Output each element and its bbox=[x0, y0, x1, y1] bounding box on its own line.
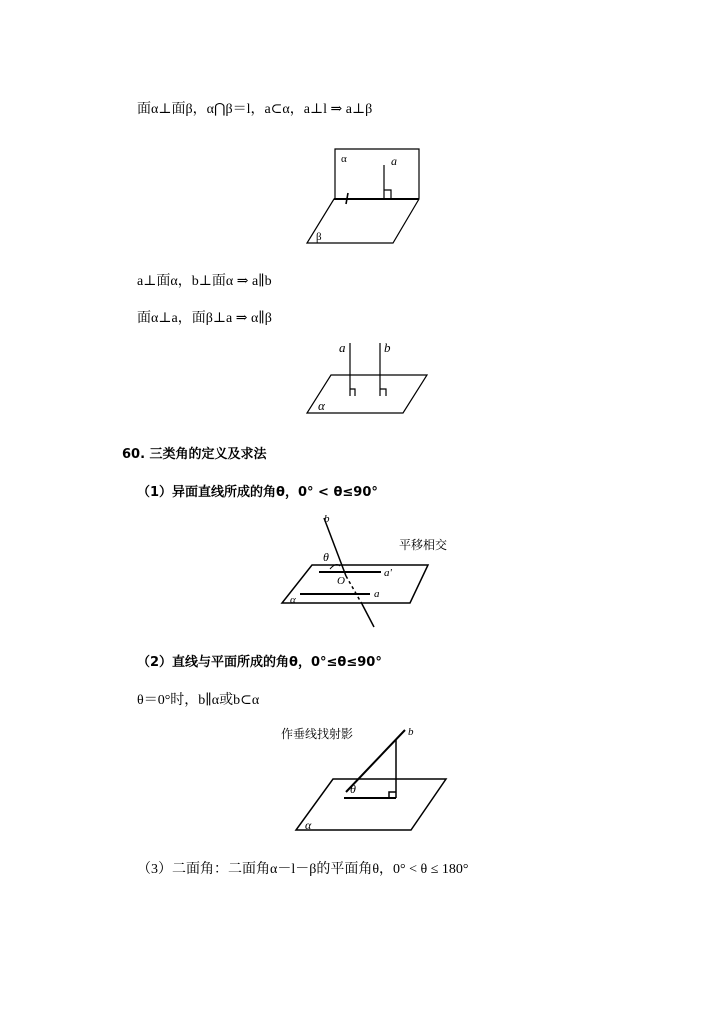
fig2-b-label: b bbox=[384, 340, 391, 355]
fig3-O-label: O bbox=[337, 575, 345, 587]
note-zero-angle: θ＝0°时，b∥α或b⊂α bbox=[137, 693, 260, 708]
formula-parallel-lines: a⊥面α，b⊥面α ⇒ a∥b bbox=[137, 274, 272, 289]
fig4-theta-label: θ bbox=[350, 782, 356, 796]
fig4-b-label: b bbox=[408, 726, 414, 738]
fig2-a-label: a bbox=[339, 340, 346, 355]
fig2-alpha-label: α bbox=[318, 398, 325, 413]
subsection-line-plane-angle: （2）直线与平面所成的角θ，0°≤θ≤90° bbox=[137, 655, 382, 670]
formula-plane-perpendicular: 面α⊥面β，α⋂β＝l，a⊂α，a⊥l ⇒ a⊥β bbox=[137, 102, 373, 117]
fig1-a-label: a bbox=[391, 154, 397, 168]
fig3-caption: 平移相交 bbox=[399, 538, 448, 552]
fig4-alpha-label: α bbox=[305, 818, 312, 832]
fig1-beta-label: β bbox=[316, 231, 322, 243]
fig3-b-label: b bbox=[324, 513, 330, 525]
subsection-dihedral-angle: （3）二面角：二面角α－l－β的平面角θ，0° < θ ≤ 180° bbox=[137, 862, 469, 877]
fig3-alpha-label: α bbox=[290, 594, 296, 606]
formula-parallel-planes: 面α⊥a，面β⊥a ⇒ α∥β bbox=[137, 311, 272, 326]
fig3-a-label: a bbox=[374, 588, 380, 600]
section-heading: 60. 三类角的定义及求法 bbox=[122, 447, 267, 462]
subsection-skew-lines-angle: （1）异面直线所成的角θ，0° < θ≤90° bbox=[137, 485, 378, 500]
fig3-a-prime-label: a' bbox=[384, 567, 392, 579]
fig3-theta-label: θ bbox=[323, 550, 329, 564]
fig1-alpha-label: α bbox=[341, 153, 347, 165]
fig4-caption: 作垂线找射影 bbox=[281, 727, 354, 741]
